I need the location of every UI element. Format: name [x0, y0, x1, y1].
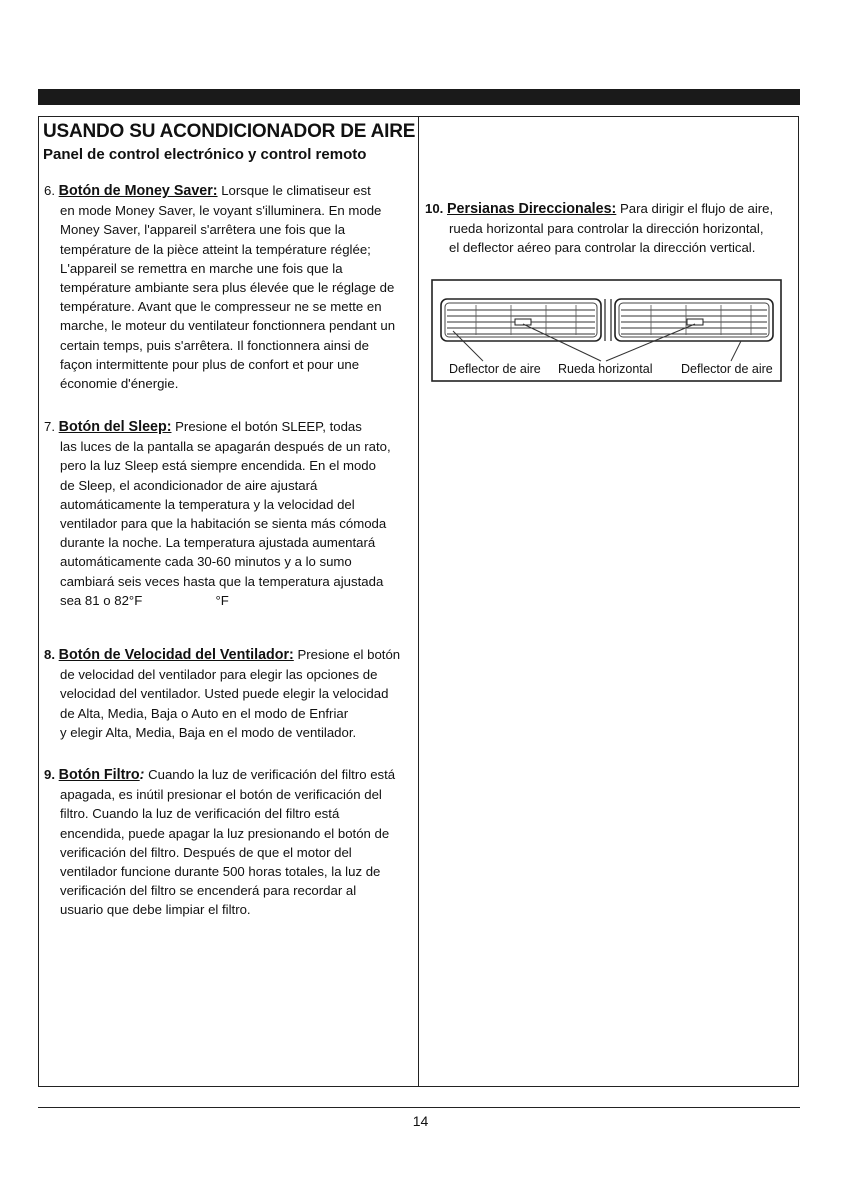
item-line: rueda horizontal para controlar la dirección horizontal,	[449, 221, 764, 237]
page-title: USANDO SU ACONDICIONADOR DE AIRE	[43, 121, 416, 142]
item-line: en mode Money Saver, le voyant s'illuminera. En mode	[60, 203, 382, 219]
item-line: ventilador para que la habitación se sienta más cómoda	[60, 516, 387, 532]
item-line: pero la luz Sleep está siempre encendida. En el modo	[60, 458, 376, 474]
item-line: ventilador funcione durante 500 horas totales, la luz de	[60, 864, 381, 880]
item-number: 6.	[44, 183, 55, 198]
page-subtitle: Panel de control electrónico y control remoto	[43, 146, 367, 163]
item-text: Para dirigir el flujo de aire,	[616, 201, 774, 216]
item-text: Presione el botón	[293, 647, 401, 662]
item-text: Presione el botón SLEEP, todas	[171, 419, 362, 434]
item-text: Lorsque le climatiseur est	[217, 183, 371, 198]
item-line: verificación del filtro se encenderá para recordar al	[60, 883, 357, 899]
column-divider	[418, 116, 419, 1087]
item-sleep	[44, 417, 391, 610]
item-line: sea 81 o 82°F °F	[60, 592, 229, 608]
item-line: usuario que debe limpiar el filtro.	[60, 902, 251, 918]
item-line: verificación del filtro. Después de que el motor del	[60, 844, 352, 860]
item-line: de Sleep, el acondicionador de aire ajustará	[60, 477, 318, 493]
label-horizontal-wheel: Rueda horizontal	[558, 362, 653, 376]
item-line: marche, le moteur du ventilateur fonctionnera pendant un	[60, 318, 396, 334]
label-deflector-left: Deflector de aire	[449, 362, 541, 376]
item-louvers	[425, 199, 773, 258]
item-line: automáticamente cada 30-60 minutos y a lo sumo	[60, 554, 352, 570]
item-number: 10.	[425, 201, 444, 216]
item-line: velocidad del ventilador. Usted puede elegir la velocidad	[60, 686, 389, 702]
item-line: encendida, puede apagar la luz presionando el botón de	[60, 825, 390, 841]
item-label: Botón del Sleep:	[58, 419, 172, 435]
item-line: de Alta, Media, Baja o Auto en el modo de Enfriar	[60, 705, 349, 721]
item-label: Botón Filtro	[58, 767, 140, 783]
item-number: 8.	[44, 647, 55, 662]
item-line: façon intermittente pour plus de confort et pour une	[60, 356, 360, 372]
page-number: 14	[412, 1113, 429, 1129]
item-line: certain temps, puis s'arrêtera. Il fonctionnera ainsi de	[60, 337, 369, 353]
item-money-saver	[44, 181, 395, 393]
item-line: el deflector aéreo para controlar la dirección vertical.	[449, 240, 756, 256]
label-deflector-right: Deflector de aire	[681, 362, 773, 376]
header-bar	[38, 89, 800, 105]
item-line: température. Avant que le compresseur ne se mette en	[60, 299, 382, 315]
footer-rule	[38, 1107, 800, 1108]
item-line: durante la noche. La temperatura ajustada aumentará	[60, 535, 376, 551]
item-text: Cuando la luz de verificación del filtro está	[144, 767, 396, 782]
item-label: Botón de Money Saver:	[58, 183, 218, 199]
item-line: automáticamente la temperatura y la velocidad del	[60, 496, 355, 512]
item-label-colon: :	[139, 767, 145, 783]
item-line: apagada, es inútil presionar el botón de verificación del	[60, 787, 382, 803]
item-number: 9.	[44, 767, 55, 782]
item-line: las luces de la pantalla se apagarán después de un rato,	[60, 439, 391, 455]
item-line: filtro. Cuando la luz de verificación del filtro está	[60, 806, 340, 822]
item-line: température de la pièce atteint la température réglée;	[60, 241, 371, 257]
item-line: Money Saver, l'appareil s'arrêtera une fois que la	[60, 222, 346, 238]
item-number: 7.	[44, 419, 55, 434]
louver-diagram	[431, 279, 783, 388]
item-label: Botón de Velocidad del Ventilador:	[58, 647, 294, 663]
item-line: L'appareil se remettra en marche une fois que la	[60, 260, 343, 276]
item-line: température ambiante sera plus élevée que le réglage de	[60, 280, 395, 296]
item-label: Persianas Direccionales:	[447, 201, 617, 217]
item-filter	[44, 765, 395, 920]
item-line: y elegir Alta, Media, Baja en el modo de ventilador.	[60, 724, 357, 740]
item-line: économie d'énergie.	[60, 376, 179, 392]
item-line: cambiará seis veces hasta que la temperatura ajustada	[60, 573, 384, 589]
item-line: de velocidad del ventilador para elegir las opciones de	[60, 667, 378, 683]
item-fan-speed	[44, 645, 400, 742]
